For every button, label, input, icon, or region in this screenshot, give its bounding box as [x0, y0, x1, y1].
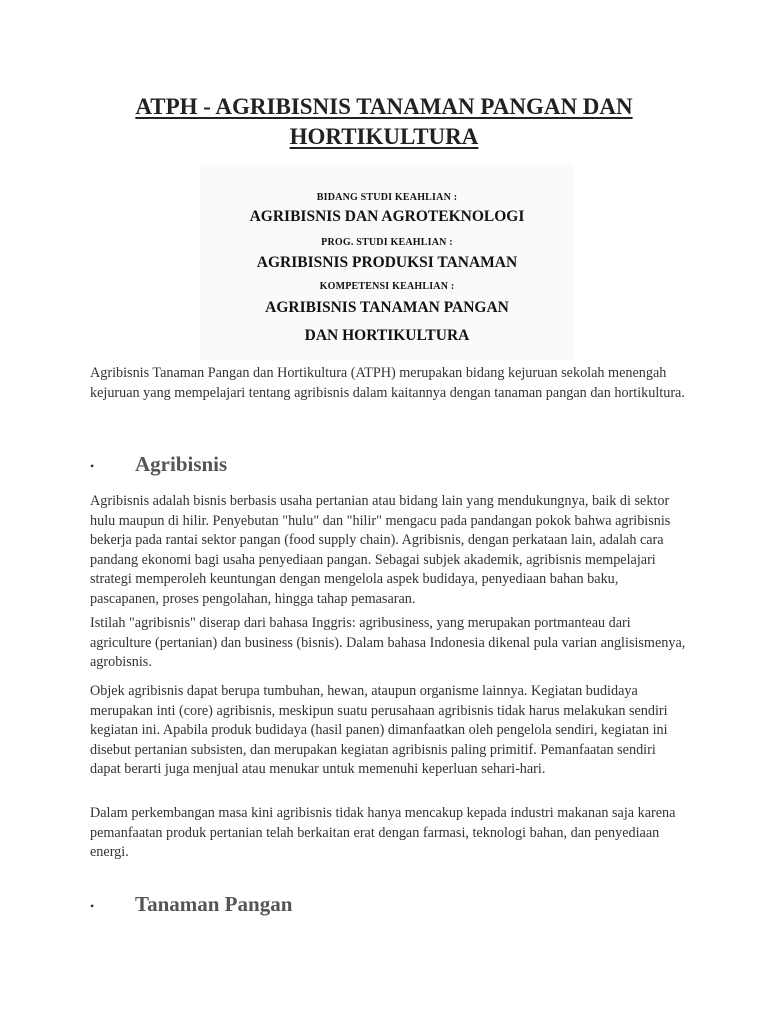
agribisnis-paragraph-2: Istilah "agribisnis" diserap dari bahasa Inggris: agribusiness, yang merupakan portmanteau dari agriculture (pertanian) dan business (bisnis). Dalam bahasa Indonesia dikenal pula varian anglisismenya, agrobisnis. — [90, 615, 686, 670]
section-title: Agribisnis — [135, 452, 228, 476]
title-line-1: ATPH - AGRIBISNIS TANAMAN PANGAN DAN — [135, 94, 633, 119]
kompetensi-value-1: AGRIBISNIS TANAMAN PANGAN — [265, 299, 509, 316]
bidang-value: AGRIBISNIS DAN AGROTEKNOLOGI — [249, 208, 525, 225]
prog-label: PROG. STUDI KEAHLIAN : — [321, 237, 453, 248]
title-line-2: HORTIKULTURA — [289, 124, 479, 149]
agribisnis-paragraph-3: Objek agribisnis dapat berupa tumbuhan, hewan, ataupun organisme lainnya. Kegiatan budidaya merupakan inti (core) agribisnis, meskipun suatu perusahaan agribisnis tidak harus melakukan sendiri kegiatan ini. Apabila produk budidaya (hasil panen) dimanfaatkan oleh pengelola sendiri, kegiatan ini disebut pertanian subsisten, dan merupakan kegiatan agribisnis paling primitif. Pemanfaatan sendiri dapat berarti juga menjual atau menukar untuk memenuhi keperluan sehari-hari. — [90, 683, 668, 777]
agribisnis-paragraph-4: Dalam perkembangan masa kini agribisnis tidak hanya mencakup kepada industri makanan saja karena pemanfaatan produk pertanian telah berkaitan erat dengan farmasi, teknologi bahan, dan penyediaan energi. — [90, 805, 676, 860]
competency-image — [200, 164, 574, 360]
intro-paragraph: Agribisnis Tanaman Pangan dan Hortikultura (ATPH) merupakan bidang kejuruan sekolah menengah kejuruan yang mempelajari tentang agribisnis dalam kaitannya dengan tanaman pangan dan hortikultura. — [90, 365, 685, 401]
bullet-icon: • — [90, 899, 95, 913]
kompetensi-value-2: DAN HORTIKULTURA — [304, 327, 470, 344]
section-heading-agribisnis — [90, 452, 690, 482]
section-heading-tanaman-pangan — [90, 892, 690, 922]
bullet-icon: • — [90, 459, 95, 473]
prog-value: AGRIBISNIS PRODUKSI TANAMAN — [256, 254, 518, 271]
section-title: Tanaman Pangan — [135, 892, 293, 916]
bidang-label: BIDANG STUDI KEAHLIAN : — [316, 192, 458, 203]
kompetensi-label: KOMPETENSI KEAHLIAN : — [319, 281, 455, 292]
document-title — [60, 92, 708, 152]
agribisnis-paragraph-1: Agribisnis adalah bisnis berbasis usaha pertanian atau bidang lain yang mendukungnya, baik di sektor hulu maupun di hilir. Penyebutan "hulu" dan "hilir" mengacu pada pandangan pokok bahwa agribisnis bekerja pada rantai sektor pangan (food supply chain). Agribisnis, dengan perkataan lain, adalah cara pandang ekonomi bagi usaha penyediaan pangan. Sebagai subjek akademik, agribisnis mempelajari strategi memperoleh keuntungan dengan mengelola aspek budidaya, penyediaan bahan baku, pascapanen, proses pengolahan, hingga tahap pemasaran. — [90, 493, 671, 607]
